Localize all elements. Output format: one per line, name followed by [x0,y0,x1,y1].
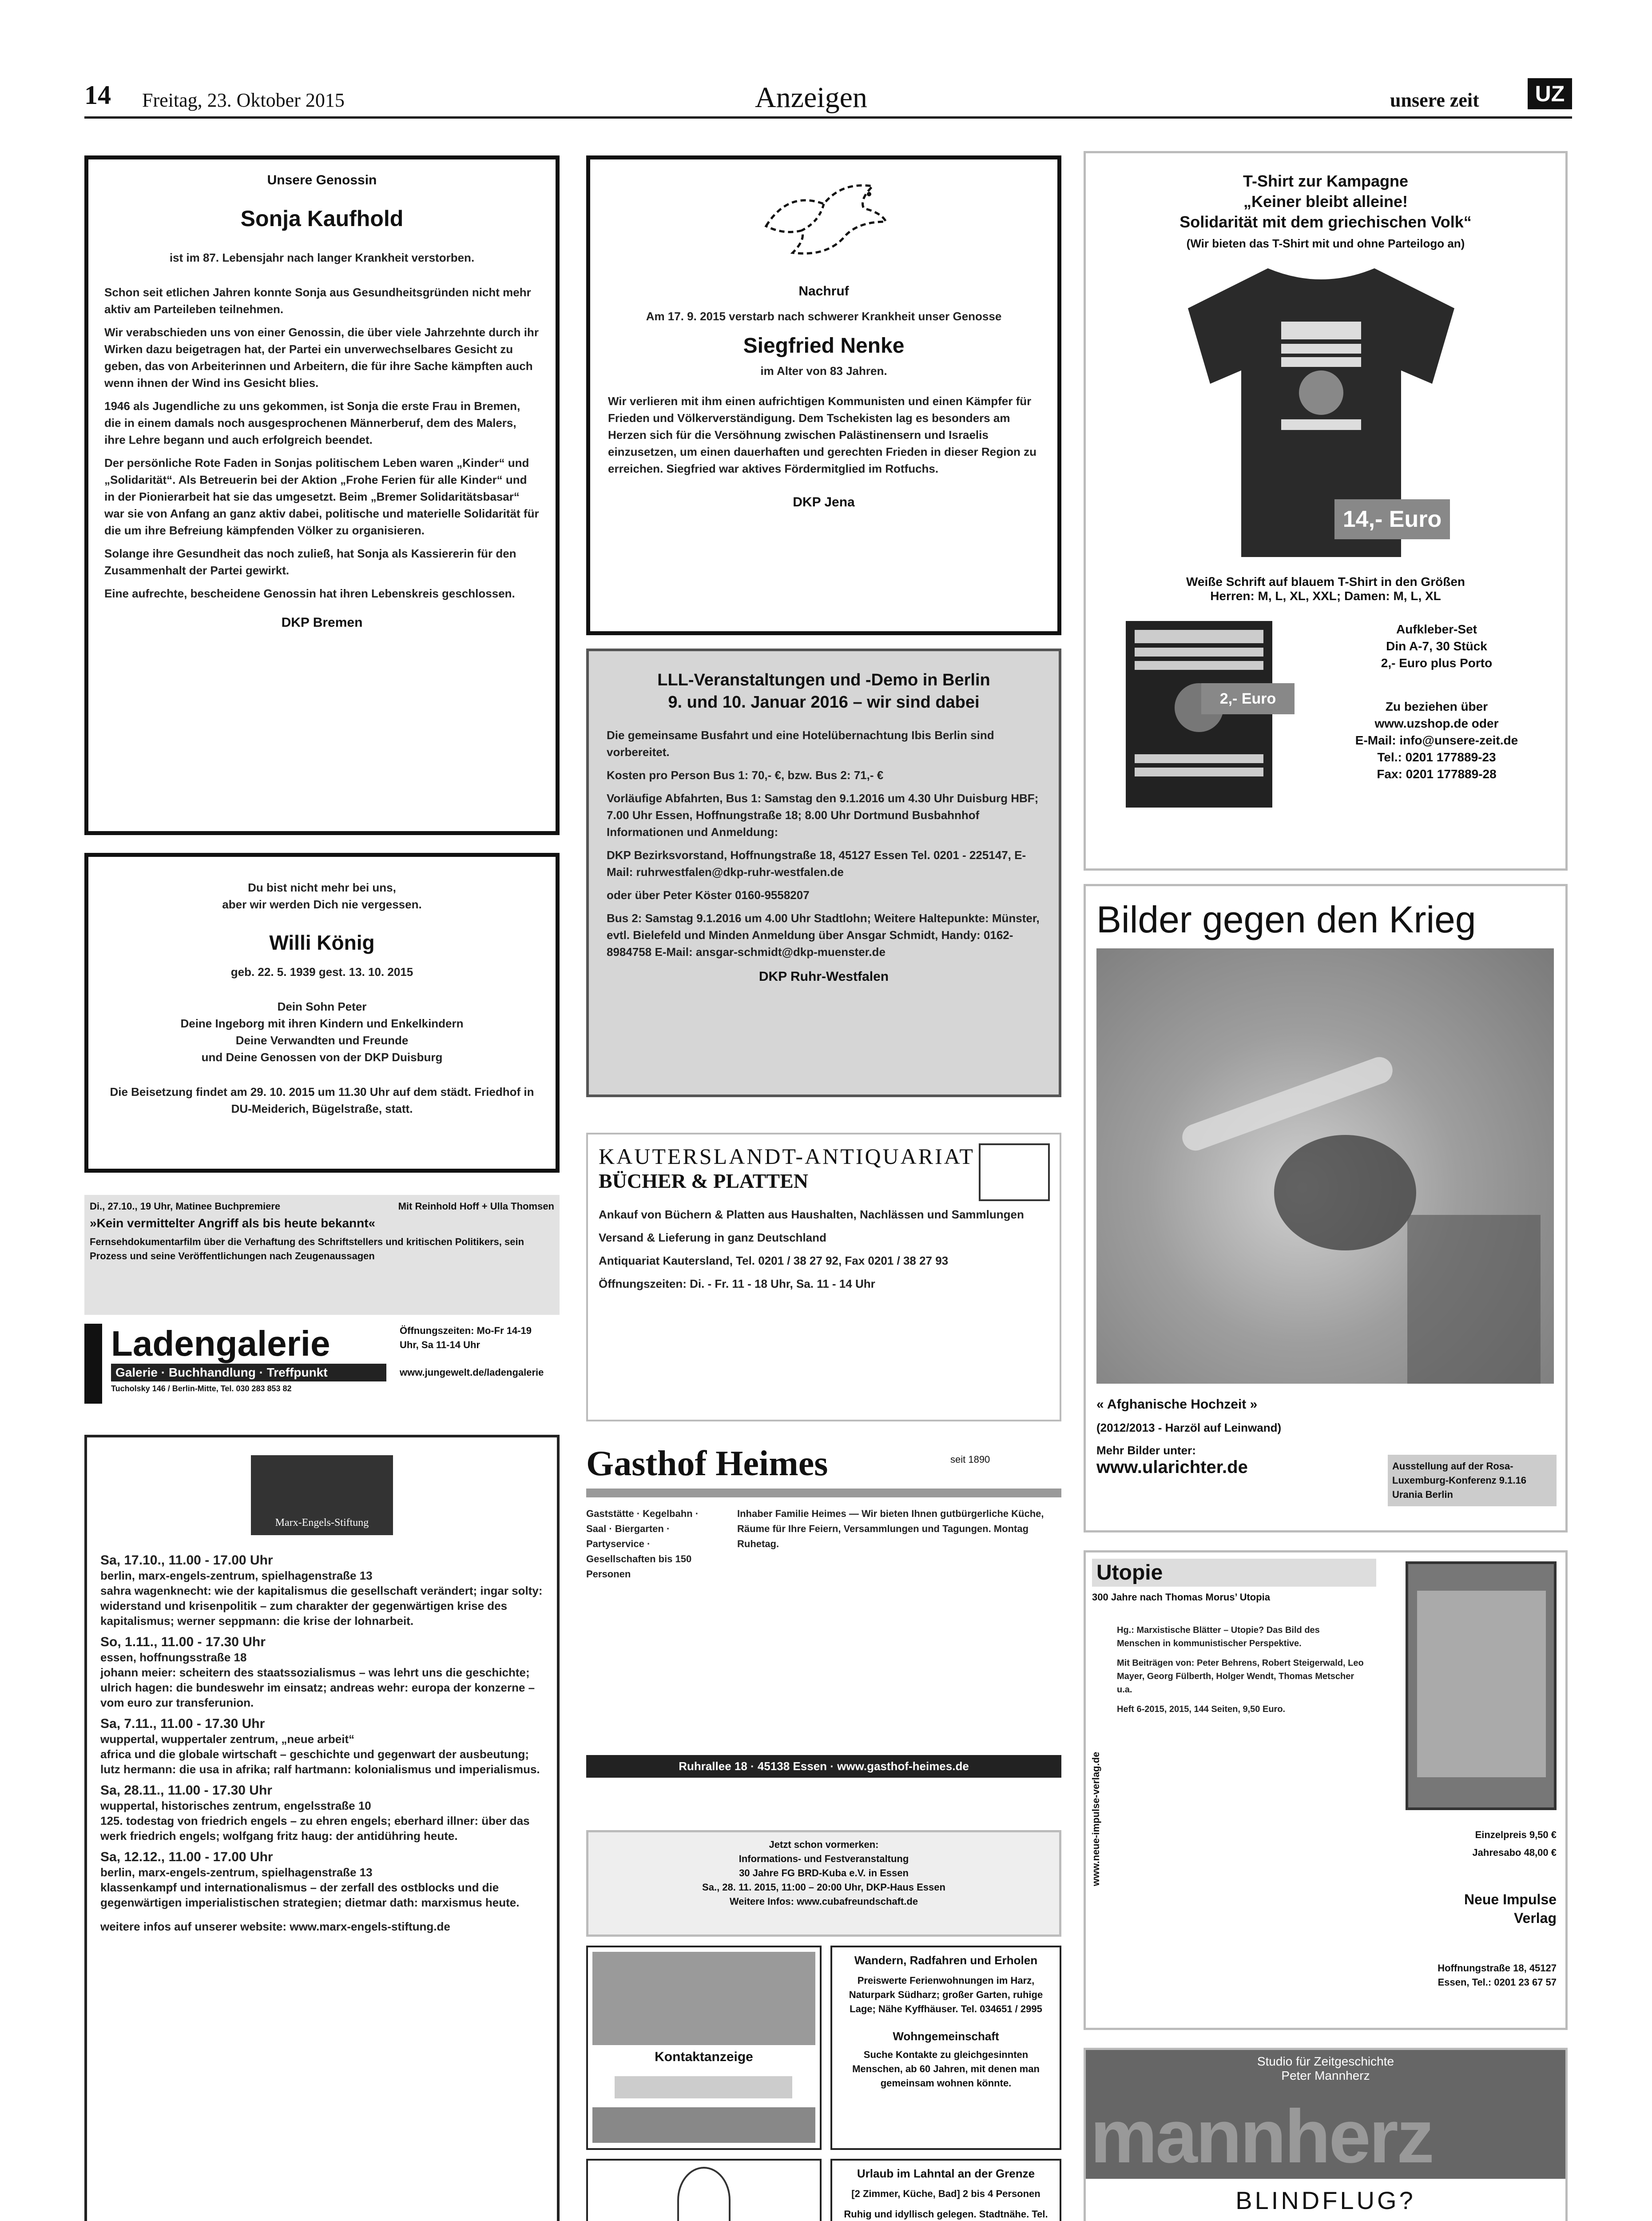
krieg-note: Ausstellung auf der Rosa-Luxemburg-Konferenz 9.1.16 Urania Berlin [1388,1455,1557,1506]
obit-name: Willi König [269,931,375,954]
obit-signature: DKP Jena [793,495,855,509]
obituary-kaufhold [84,155,560,835]
issue-date: Freitag, 23. Oktober 2015 [142,89,345,111]
tshirt-sizes: Herren: M, L, XL, XXL; Damen: M, L, XL [1210,589,1441,603]
gasthof-bar: Ruhrallee 18 · 45138 Essen · www.gasthof-heimes.de [586,1755,1061,1778]
tshirt-subtitle: (Wir bieten das T-Shirt mit und ohne Parteilogo an) [1186,237,1465,250]
obit-family: Deine Ingeborg mit ihren Kindern und Enkelkindern [180,1017,464,1030]
lll-paragraph: DKP Bezirksvorstand, Hoffnungstraße 18, 45127 Essen Tel. 0201 - 225147, E-Mail: ruhrwestfalen@dkp-ruhr-westfalen.de [607,848,1026,879]
obit-line: Du bist nicht mehr bei uns, [248,881,396,894]
obit-paragraph: Der persönliche Rote Faden in Sonjas politischem Leben waren „Kinder“ und „Solidarität“. Als Betreuerin bei der Aktion „Frohe Ferien für alle Kinder“ und in der Pionierarbeit hat sie das umgesetzt. Beim „Bremer Solidaritätsbasar“ war sie von Anfang an ganz aktiv dabei, politische und materielle Solidarität für die um ihre Befreiung kämpfenden Völker zu organisieren. [104,456,539,537]
small-ad-weingut [586,2159,822,2221]
sticker-image [1126,621,1272,808]
lll-title: LLL-Veranstaltungen und -Demo in Berlin [657,671,990,689]
obit-line: aber wir werden Dich nie vergessen. [222,898,422,911]
krieg-title: Bilder gegen den Krieg [1096,899,1476,940]
obit-name: Sonja Kaufhold [240,206,404,231]
obit-body: Wir verlieren mit ihm einen aufrichtigen Kommunisten und einen Kämpfer für Frieden und Völkerverständigung. Dem Tschekisten lag es besonders am Herzen sich für die Versöhnung zwischen Palästinensern und Israelis einzusetzen, um einen dauerhaften und gerechten Frieden in dieser Region zu erreichen. Siegfried war aktives Fördermitglied im Rotfuchs. [608,394,1037,475]
lll-paragraph: oder über Peter Köster 0160-9558207 [607,888,810,902]
ladengalerie-sub: Galerie · Buchhandlung · Treffpunkt [111,1364,386,1381]
utopie-ad: Utopie 300 Jahre nach Thomas Morus’ Utopia www.neue-impulse-verlag.de Hg.: Marxistische Blätter – Utopie? Das Bild des Menschen in kommunistischer Perspektive. Mit Beiträgen von: Peter Behrens, Robert Steigerwald, Leo Mayer, Georg Fülberth, Holger Wendt, Thomas Metscher u.a. Heft 6-2015, 2015, 144 Seiten, 9,50 Euro. Einzelpreis 9,50 € Jahresabo 48,00 € Neue Impulse Verlag Hoffnungstraße 18, 45127 Essen, Tel.: 0201 23 67 57 [1084,1550,1568,2030]
ladengalerie-name: Ladengalerie [111,1324,330,1363]
lll-ad [586,649,1061,1097]
obit-paragraph: Schon seit etlichen Jahren konnte Sonja aus Gesundheitsgründen nicht mehr aktiv am Parteileben teilnehmen. [104,286,531,316]
dove-icon [753,173,895,271]
small-ad-wandern: Wandern, Radfahren und Erholen Preiswerte Ferienwohnungen im Harz, Naturpark Südharz; großer Garten, ruhige Lage; Nähe Kyffhäuser. Tel. 034651 / 2995 Wohngemeinschaft Suche Kontakte zu gleichgesinnten Menschen, ab 60 Jahren, mit denen man gemeinsam wohnen könnte. [830,1946,1061,2150]
painting-years: (2012/2013 - Harzöl auf Leinwand) [1096,1421,1282,1434]
tshirt-ad [1084,151,1568,871]
obit-kicker: Unsere Genossin [267,173,377,187]
gasthof-ad: Gasthof Heimes seit 1890 Gaststätte · Kegelbahn · Saal · Biergarten · Partyservice · Gesellschaften bis 150 Personen Inhaber Familie Heimes — Wir bieten Ihnen gutbürgerliche Küche, Räume für Ihre Feiern, Versammlungen und Tagungen. Montag Ruhetag. Ruhrallee 18 · 45138 Essen · www.gasthof-heimes.de [586,1444,1061,1812]
blindflug-ad [1084,2048,1568,2221]
marx-engels-ad: Marx-Engels-Stiftung Sa, 17.10., 11.00 - 17.00 Uhr berlin, marx-engels-zentrum, spielhagenstraße 13 sahra wagenknecht: wie der kapitalismus die gesellschaft verändert; ingar solty: widerstand und krisenpolitik – zum charakter der gegenwärtigen krise des kapitalismus; werner seppmann: die krise der lohnarbeit. So, 1.11., 11.00 - 17.30 Uhr essen, hoffnungsstraße 18 johann meier: scheitern des staatssozialismus – was lehrt uns die geschichte; ulrich hagen: die bundeswehr im einsatz; andreas wehr: europa der konzerne – vom euro zur transferunion. Sa, 7.11., 11.00 - 17.30 Uhr wuppertal, wuppertaler zentrum, „neue arbeit“ africa und die globale wirtschaft – geschichte und gegenwart der ausbeutung; lutz hermann: die usa in afrika; ralf hartmann: kolonialismus und imperialismus. Sa, 28.11., 11.00 - 17.30 Uhr wuppertal, historisches zentrum, engelsstraße 10 125. todestag von friedrich engels – zu ehren engels; eberhard illner: über das werk friedrich engels; wolfgang fritz haug: der antidühring heute. Sa, 12.12., 11.00 - 17.00 Uhr berlin, marx-engels-zentrum, spielhagenstraße 13 klassenkampf und internationalismus – der zerfall des ostblocks und die gegenwärtigen imperialistischen strategien; dietmar dath: marxismus heute. weitere infos auf unserer website: www.marx-engels-stiftung.de [84,1435,560,2221]
lll-paragraph: Vorläufige Abfahrten, Bus 1: Samstag den 9.1.2016 um 4.30 Uhr Duisburg HBF; 7.00 Uhr Essen, Hoffnungstraße 18; 8.00 Uhr Dortmund Busbahnhof Informationen und Anmeldung: [607,792,1039,839]
obit-signature: DKP Bremen [281,615,363,630]
obit-paragraph: 1946 als Jugendliche zu uns gekommen, ist Sonja die erste Frau in Bremen, die in einem damals noch ausgesprochenen Männerberuf, dem des Malers, ihre Lehre begann und auch erfolgreich beendet. [104,399,520,446]
blindflug-banner: Studio für Zeitgeschichte Peter Mannherz mannherz [1086,2050,1565,2179]
obituary-nenke [586,155,1061,635]
paper-name: unsere zeit [1390,89,1479,111]
obit-kicker: Nachruf [798,284,849,299]
obit-family: Deine Verwandten und Freunde [235,1034,409,1047]
small-ad-urlaub: Urlaub im Lahntal an der Grenze [2 Zimmer, Küche, Bad] 2 bis 4 Personen Ruhig und idyllisch gelegen. Stadtnähe. Tel. [830,2159,1061,2221]
obit-paragraph: Eine aufrechte, bescheidene Genossin hat ihren Lebenskreis geschlossen. [104,587,515,600]
section-title: Anzeigen [755,81,867,114]
painting-caption: « Afghanische Hochzeit » [1096,1397,1258,1412]
lll-paragraph: Die gemeinsame Busfahrt und eine Hotelübernachtung Ibis Berlin sind vorbereitet. [607,728,994,759]
ladengalerie-ad: Di., 27.10., 19 Uhr, Matinee Buchpremiere Mit Reinhold Hoff + Ulla Thomsen »Kein vermittelter Angriff als bis heute bekannt« Fernsehdokumentarfilm über die Verhaftung des Schriftstellers und kritischen Politikers, sein Prozess und seine Veröffentlichungen nach Zeugenaussagen Ladengalerie Galerie · Buchhandlung · Treffpunkt Tucholsky 146 / Berlin-Mitte, Tel. 030 283 853 82 Öffnungszeiten: Mo-Fr 14-19 Uhr, Sa 11-14 Uhr www.jungewelt.de/ladengalerie [84,1195,560,1408]
tshirt-title: T-Shirt zur Kampagne [1243,172,1409,190]
marx-engels-logo: Marx-Engels-Stiftung [251,1455,393,1535]
more-label: Mehr Bilder unter: [1096,1444,1196,1457]
tshirt-title: Solidarität mit dem griechischen Volk“ [1179,213,1472,231]
blindflug-title: BLINDFLUG? [1235,2186,1416,2214]
obit-line: ist im 87. Lebensjahr nach langer Krankheit verstorben. [169,251,475,264]
obit-funeral: Die Beisetzung findet am 29. 10. 2015 um 11.30 Uhr auf dem städt. Friedhof in DU-Meiderich, Bügelstraße, statt. [110,1085,534,1115]
utopie-side-url: www.neue-impulse-verlag.de [1090,1751,1101,1887]
publisher-name: Neue Impulse Verlag [1464,1891,1557,1926]
obit-dates: geb. 22. 5. 1939 gest. 13. 10. 2015 [230,965,413,979]
obit-family: und Deine Genossen von der DKP Duisburg [201,1051,443,1064]
uz-logo: UZ [1528,78,1572,109]
utopie-title: Utopie [1092,1559,1376,1587]
antiquariat-ad: KAUTERSLANDT-ANTIQUARIAT BÜCHER & PLATTEN Ankauf von Büchern & Platten aus Haushalten, Nachlässen und Sammlungen Versand & Lieferung in ganz Deutschland Antiquariat Kautersland, Tel. 0201 / 38 27 92, Fax 0201 / 38 27 93 Öffnungszeiten: Di. - Fr. 11 - 18 Uhr, Sa. 11 - 14 Uhr [586,1133,1061,1421]
blindflug-brand: mannherz [1090,2094,1433,2179]
obit-name: Siegfried Nenke [743,334,905,358]
lll-signature: DKP Ruhr-Westfalen [758,969,889,984]
lll-paragraph: Bus 2: Samstag 9.1.2016 um 4.00 Uhr Stadtlohn; Weitere Haltepunkte: Münster, evtl. Bielefeld und Minden Anmeldung über Ansgar Schmidt, Handy: 0162-8984758 E-Mail: ansgar-schmidt@dkp-muenster.de [607,911,1040,959]
tshirt-price: 14,- Euro [1334,499,1450,539]
ladengalerie-bar [84,1324,102,1404]
obit-paragraph: Wir verabschieden uns von einer Genossin, die über viele Jahrzehnte durch ihr Wirken dazu beigetragen hat, der Partei ein unverwechselbares Gesicht zu geben, das von Arbeiterinnen und Arbeitern, die für ihre Sache kämpften auch wenn ihnen der Wind ins Gesicht blies. [104,326,539,390]
tshirt-title: „Keiner bleibt alleine! [1243,192,1408,211]
obit-age: im Alter von 83 Jahren. [760,364,887,378]
ladengalerie-top: Di., 27.10., 19 Uhr, Matinee Buchpremiere Mit Reinhold Hoff + Ulla Thomsen »Kein vermittelter Angriff als bis heute bekannt« Fernsehdokumentarfilm über die Verhaftung des Schriftstellers und kritischen Politikers, sein Prozess und seine Veröffentlichungen nach Zeugenaussagen [84,1195,560,1315]
krieg-url[interactable]: www.ularichter.de [1096,1457,1248,1477]
cuba-ad: Jetzt schon vormerken: Informations- und Festveranstaltung 30 Jahre FG BRD-Kuba e.V. in Essen Sa., 28. 11. 2015, 11:00 – 20:00 Uhr, DKP-Haus Essen Weitere Infos: www.cubafreundschaft.de [586,1830,1061,1937]
painting-image [1096,948,1554,1384]
obit-line: Am 17. 9. 2015 verstarb nach schwerer Krankheit unser Genosse [646,310,1002,323]
header-rule [84,116,1572,119]
lll-paragraph: Kosten pro Person Bus 1: 70,- €, bzw. Bus 2: 71,- € [607,768,884,782]
sticker-price: 2,- Euro [1201,683,1295,714]
obit-paragraph: Solange ihre Gesundheit das noch zuließ, hat Sonja als Kassiererin für den Zusammenhalt der Partei gewirkt. [104,547,516,577]
book-icon [979,1143,1050,1201]
tshirt-image [1104,259,1548,570]
obituary-koenig [84,853,560,1173]
lll-title: 9. und 10. Januar 2016 – wir sind dabei [668,693,980,712]
small-ad-kontakt: Kontaktanzeige [586,1946,822,2150]
antiquariat-title: BÜCHER & PLATTEN [599,1170,808,1192]
sticker-info: Aufkleber-Set Din A-7, 30 Stück 2,- Euro plus Porto Zu beziehen über www.uzshop.de oder E-Mail: info@unsere-zeit.de Tel.: 0201 177889-23 Fax: 0201 177889-28 [1355,622,1518,781]
page-number: 14 [84,80,111,110]
wine-crest-icon [677,2167,731,2221]
gasthof-title: Gasthof Heimes [586,1444,828,1483]
antiquariat-title: KAUTERSLANDT-ANTIQUARIAT [599,1144,975,1169]
tshirt-sizes: Weiße Schrift auf blauem T-Shirt in den Größen [1186,575,1465,589]
obit-family: Dein Sohn Peter [277,1000,367,1013]
utopie-cover-image [1406,1561,1557,1810]
krieg-ad [1084,884,1568,1532]
